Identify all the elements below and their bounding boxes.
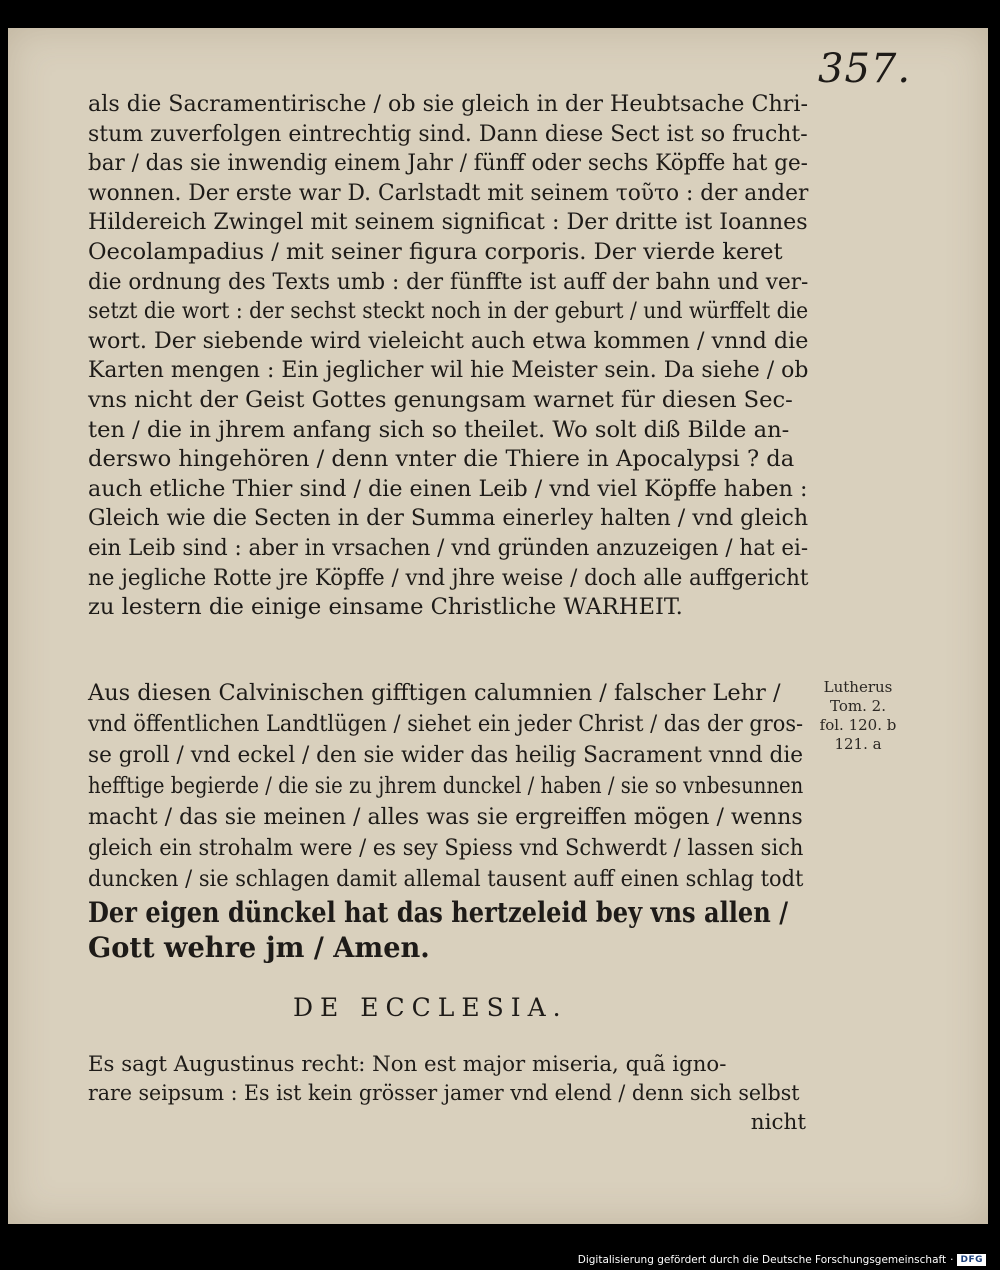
paragraph-1-line: ne jegliche Rotte jre Köpffe / vnd jhre weise / doch alle auffgericht	[88, 564, 809, 591]
paragraph-3-line: Es sagt Augustinus recht: Non est major miseria, quã igno-	[88, 1052, 727, 1077]
margin-note	[808, 678, 908, 754]
paragraph-1-line: stum zuverfolgen eintrechtig sind. Dann diese Sect ist so frucht-	[88, 120, 808, 147]
page-number: 357.	[818, 46, 912, 92]
margin-note-line: Lutherus	[823, 678, 893, 696]
paragraph-2-line: Aus diesen Calvinischen gifftigen calumnien / falscher Lehr /	[88, 680, 781, 706]
paragraph-1-line: die ordnung des Texts umb : der fünffte ist auff der bahn und ver-	[88, 268, 809, 295]
paragraph-1-line: Hildereich Zwingel mit seinem significat : Der dritte ist Ioannes	[88, 209, 808, 236]
catchword: nicht	[750, 1110, 806, 1135]
margin-note-line: fol. 120. b	[819, 716, 897, 734]
paragraph-3	[88, 1050, 808, 1137]
paragraph-2	[88, 678, 808, 965]
margin-note-line: 121. a	[834, 735, 882, 753]
paragraph-2-line: vnd öffentlichen Landtlügen / siehet ein jeder Christ / das der gros-	[88, 711, 804, 737]
paragraph-1-line: Karten mengen : Ein jeglicher wil hie Meister sein. Da siehe / ob	[88, 357, 809, 384]
paragraph-1-line: ein Leib sind : aber in vrsachen / vnd gründen anzuzeigen / hat ei-	[88, 534, 809, 561]
paragraph-1-line: wort. Der siebende wird vieleicht auch etwa kommen / vnnd die	[88, 327, 809, 354]
paragraph-2-line: macht / das sie meinen / alles was sie ergreiffen mögen / wenns	[88, 804, 803, 830]
paragraph-1-line: Oecolampadius / mit seiner figura corporis. Der vierde keret	[88, 238, 783, 265]
margin-note-line: Tom. 2.	[830, 697, 886, 715]
footer-text: Digitalisierung gefördert durch die Deutsche Forschungsgemeinschaft	[577, 1254, 947, 1266]
dfg-logo-icon: DFG	[957, 1254, 986, 1266]
paragraph-1-line: auch etliche Thier sind / die einen Leib / vnd viel Köpffe haben :	[88, 475, 808, 502]
paragraph-1-line: bar / das sie inwendig einem Jahr / fünff oder sechs Köpffe hat ge-	[88, 150, 808, 177]
paragraph-2-emphasis-line: Der eigen dünckel hat das hertzeleid bey vns allen /	[88, 896, 788, 929]
paragraph-2-emphasis-line: Gott wehre jm / Amen.	[88, 931, 430, 964]
paragraph-1-line: setzt die wort : der sechst steckt noch in der geburt / und würffelt die	[88, 298, 809, 325]
paragraph-2-line: se groll / vnd eckel / den sie wider das heilig Sacrament vnnd die	[88, 742, 804, 768]
footer-credit	[578, 1252, 986, 1268]
paragraph-1-line: Gleich wie die Secten in der Summa einerley halten / vnd gleich	[88, 505, 809, 532]
paragraph-1-line: als die Sacramentirische / ob sie gleich in der Heubtsache Chri-	[88, 91, 808, 117]
paragraph-3-line: rare seipsum : Es ist kein grösser jamer vnd elend / denn sich selbst	[88, 1081, 800, 1106]
paragraph-1	[88, 90, 808, 623]
scanned-page	[8, 28, 988, 1224]
paragraph-1-line: derswo hingehören / denn vnter die Thiere in Apocalypsi ? da	[88, 446, 795, 473]
paragraph-1-line: wonnen. Der erste war D. Carlstadt mit seinem τοῦτο : der ander	[88, 179, 809, 206]
paragraph-1-line: ten / die in jhrem anfang sich so theilet. Wo solt diß Bilde an-	[88, 416, 790, 443]
paragraph-2-line: gleich ein strohalm were / es sey Spiess vnd Schwerdt / lassen sich	[88, 835, 804, 861]
paragraph-2-line: hefftige begierde / die sie zu jhrem dunckel / haben / sie so vnbesunnen	[88, 773, 804, 799]
paragraph-2-line: duncken / sie schlagen damit allemal tausent auff einen schlag todt	[88, 866, 804, 892]
footer-separator: ·	[950, 1254, 954, 1266]
paragraph-1-line: zu lestern die einige einsame Christliche WARHEIT.	[88, 594, 683, 621]
paragraph-1-line: vns nicht der Geist Gottes genungsam warnet für diesen Sec-	[88, 386, 793, 413]
section-heading-text: DE ECCLESIA.	[293, 993, 568, 1022]
